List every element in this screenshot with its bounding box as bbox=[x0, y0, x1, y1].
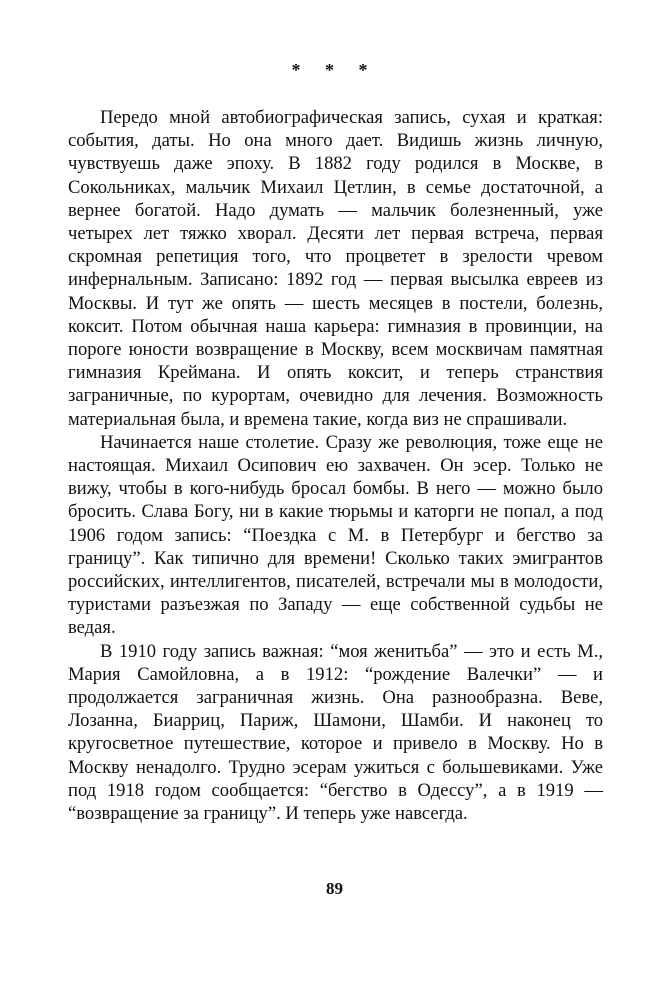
page-number: 89 bbox=[326, 879, 343, 898]
section-separator: * * * bbox=[291, 60, 378, 80]
paragraph-1: Передо мной автобиографическая запись, сухая и краткая: события, даты. Но она много дает. Видишь жизнь личную, чувствуешь даже эпоху. В 1882 году родился в Москве, в Сокольниках, мальчик Михаил Цетлин, в семье достаточной, а вернее богатой. Надо думать — мальчик болезненный, уже четырех лет тяжко хворал. Десяти лет первая встреча, первая скромная репетиция того, что процветет в зрелости чревом инфернальным. Записано: 1892 год — первая высылка евреев из Москвы. И тут же опять — шесть месяцев в постели, болезнь, коксит. Потом обычная наша карьера: гимназия в провинции, на пороге юности возвращение в Москву, всем москвичам памятная гимназия Креймана. И опять коксит, и теперь странствия заграничные, по курортам, очевидно для лечения. Возможность материальная была, и времена такие, когда виз не спрашивали. bbox=[68, 107, 603, 430]
body-text bbox=[68, 106, 603, 825]
paragraph-2: Начинается наше столетие. Сразу же революция, тоже еще не настоящая. Михаил Осипович ею захвачен. Он эсер. Только не вижу, чтобы в кого-нибудь бросал бомбы. В него — можно было бросить. Слава Богу, ни в какие тюрьмы и каторги не попал, а под 1906 годом запись: “Поездка с М. в Петербург и бегство за границу”. Как типично для времени! Сколько таких эмигрантов российских, интеллигентов, писателей, встречали мы в молодости, туристами разъезжая по Западу — еще собственной судьбы не ведая. bbox=[68, 431, 603, 639]
paragraph-3: В 1910 году запись важная: “моя женитьба” — это и есть М., Мария Самойловна, а в 1912: “рождение Валечки” — и продолжается заграничная жизнь. Она разнообразна. Веве, Лозанна, Биарриц, Париж, Шамони, Шамби. И наконец то кругосветное путешествие, которое и привело в Москву. Но в Москву ненадолго. Трудно эсерам ужиться с большевиками. Уже под 1918 годом сообщается: “бегство в Одессу”, а в 1919 — “возвращение за границу”. И теперь уже навсегда. bbox=[68, 640, 603, 825]
